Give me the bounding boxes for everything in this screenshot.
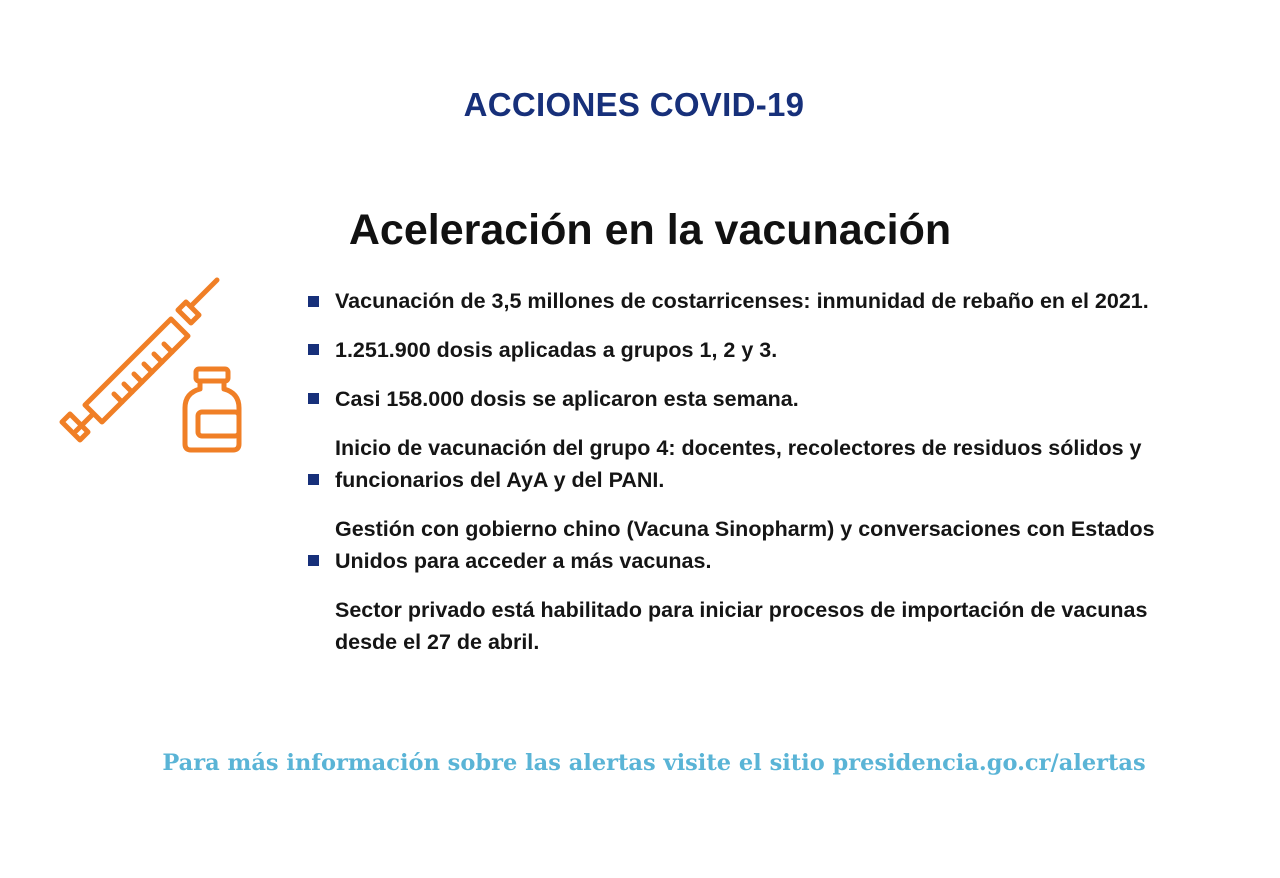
list-item-text: Sector privado está habilitado para iniciar procesos de importación de vacunas desde el 27 de abril. bbox=[335, 598, 1148, 654]
bullet-marker bbox=[308, 555, 319, 566]
bullet-marker bbox=[308, 296, 319, 307]
list-item bbox=[308, 513, 1188, 577]
list-item bbox=[308, 594, 1188, 658]
list-item-text: 1.251.900 dosis aplicadas a grupos 1, 2 y 3. bbox=[335, 338, 778, 362]
syringe-vial-icon bbox=[52, 272, 252, 462]
list-item-text: Casi 158.000 dosis se aplicaron esta semana. bbox=[335, 387, 799, 411]
list-item bbox=[308, 334, 1188, 366]
list-item-text: Vacunación de 3,5 millones de costarricenses: inmunidad de rebaño en el 2021. bbox=[335, 289, 1149, 313]
bullet-marker bbox=[308, 474, 319, 485]
syringe-icon bbox=[62, 280, 217, 440]
bullet-list bbox=[308, 285, 1188, 675]
list-item bbox=[308, 285, 1188, 317]
list-item-text: Gestión con gobierno chino (Vacuna Sinopharm) y conversaciones con Estados Unidos para acceder a más vacunas. bbox=[335, 517, 1155, 573]
bullet-marker bbox=[308, 344, 319, 355]
list-item-text: Inicio de vacunación del grupo 4: docentes, recolectores de residuos sólidos y funcionarios del AyA y del PANI. bbox=[335, 436, 1142, 492]
list-item bbox=[308, 432, 1188, 496]
bullet-marker-empty bbox=[308, 636, 319, 647]
list-item bbox=[308, 383, 1188, 415]
footer-info: Para más información sobre las alertas visite el sitio presidencia.go.cr/alertas bbox=[162, 750, 1146, 776]
bullet-marker bbox=[308, 393, 319, 404]
section-title: Aceleración en la vacunación bbox=[348, 206, 952, 254]
vial-icon bbox=[185, 369, 239, 450]
page-header: ACCIONES COVID-19 bbox=[463, 86, 805, 123]
